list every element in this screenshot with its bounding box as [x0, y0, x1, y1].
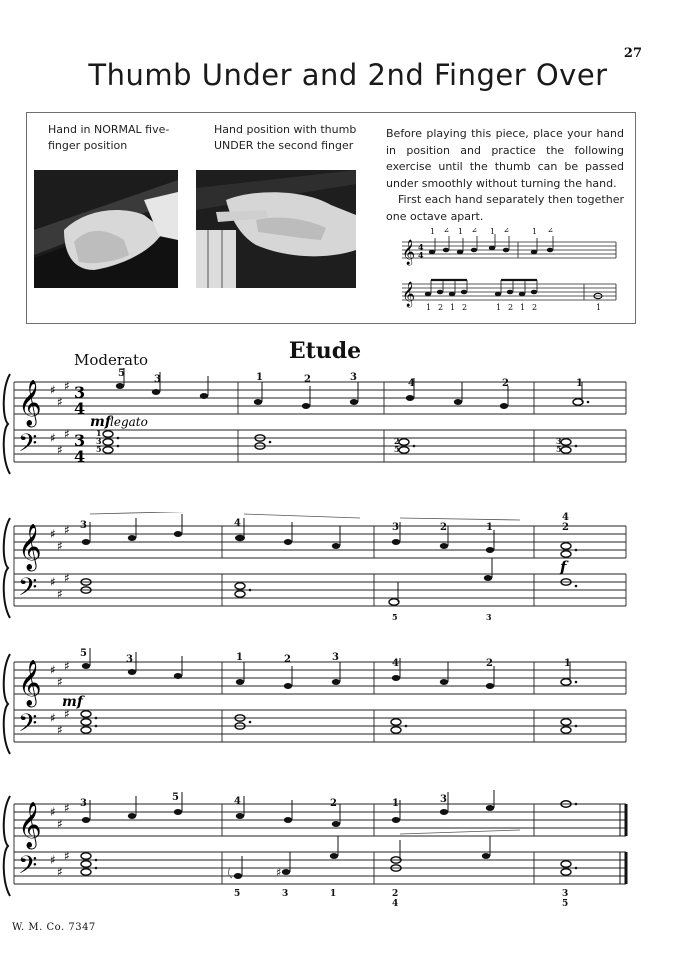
exercise-finger-bottom-7: 1 [520, 303, 526, 312]
s4-finger-t5: 1 [392, 798, 399, 809]
hand-thumb-under-photo [196, 170, 356, 288]
exercise-finger-bottom-5: 1 [496, 303, 502, 312]
svg-text:♯: ♯ [57, 395, 63, 409]
s4-finger-t1: 3 [80, 798, 87, 809]
svg-text:𝄞: 𝄞 [402, 282, 416, 307]
exercise-finger-top-6: 2 [504, 228, 510, 234]
hand-normal-photo [34, 170, 178, 288]
instructions-paragraph-2: First each hand separately then together one octave apart. [386, 193, 624, 223]
s4-finger-t2: 5 [172, 792, 179, 803]
photo-right-caption: Hand position with thumb UNDER the second finger [214, 123, 357, 152]
s4-finger-b2: 3 [282, 889, 289, 899]
s1-finger-t3: 1 [256, 372, 263, 383]
publisher-footer: W. M. Co. 7347 [12, 922, 96, 933]
svg-text:4: 4 [74, 399, 86, 418]
svg-text:𝄞: 𝄞 [18, 380, 42, 426]
s1-finger-b4: 2 [394, 436, 400, 446]
s2-finger-t1: 3 [80, 520, 87, 531]
s1-finger-b2: 3 [96, 436, 102, 446]
exercise-finger-top-3: 1 [458, 228, 464, 236]
exercise-finger-bottom-8: 2 [532, 303, 538, 312]
system-1 [0, 368, 696, 492]
svg-text:♯: ♯ [50, 527, 56, 541]
s3-finger-t4: 2 [284, 654, 291, 665]
svg-text:♯: ♯ [64, 523, 70, 537]
svg-text:♯: ♯ [50, 431, 56, 445]
svg-text:♯: ♯ [57, 539, 63, 553]
svg-text:𝄢: 𝄢 [18, 709, 38, 744]
svg-text:3: 3 [74, 383, 86, 402]
s4-finger-t3: 4 [234, 796, 241, 807]
exercise-finger-top-2: 2 [444, 228, 450, 234]
exercise-finger-top-8: 2 [548, 228, 554, 234]
svg-text:♯: ♯ [50, 575, 56, 589]
exercise-finger-top-5: 1 [490, 228, 496, 236]
exercise-finger-top-4: 2 [472, 228, 478, 234]
svg-text:♯: ♯ [64, 379, 70, 393]
system-4 [0, 790, 696, 918]
system-2 [0, 512, 696, 636]
exercise-finger-bottom-4: 2 [462, 303, 468, 312]
s3-finger-t3: 1 [236, 652, 243, 663]
tempo-marking: Moderato [74, 351, 149, 369]
svg-text:♯: ♯ [64, 707, 70, 721]
s1-finger-t4: 2 [304, 374, 311, 385]
svg-text:♯: ♯ [57, 675, 63, 689]
s4-finger-b5: 4 [392, 899, 399, 909]
s4-finger-b4: 2 [392, 889, 399, 899]
s3-finger-t6: 4 [392, 658, 399, 669]
exercise-finger-bottom-9: 1 [596, 303, 602, 312]
instructions [386, 126, 624, 225]
s1-finger-b5: 5 [394, 444, 400, 454]
s1-finger-b1: 1 [96, 428, 102, 438]
s3-finger-t1: 5 [80, 648, 87, 659]
svg-text:♯: ♯ [64, 801, 70, 815]
thumb-under-exercise [398, 228, 620, 316]
s1-finger-t1: 5 [118, 368, 125, 379]
s1-finger-b6: 3 [556, 436, 562, 446]
s1-dynamic: mf [90, 414, 111, 430]
svg-text:4: 4 [418, 242, 424, 252]
svg-text:♯: ♯ [50, 711, 56, 725]
svg-text:𝄢: 𝄢 [18, 573, 38, 608]
svg-text:𝄢: 𝄢 [18, 429, 38, 464]
svg-text:♯: ♯ [57, 865, 63, 879]
exercise-finger-bottom-6: 2 [508, 303, 514, 312]
svg-text:♯: ♯ [57, 587, 63, 601]
s1-finger-t5: 3 [350, 372, 357, 383]
svg-text:♯: ♯ [57, 817, 63, 831]
svg-text:3: 3 [74, 431, 86, 450]
s3-finger-t8: 1 [564, 658, 571, 669]
svg-text:𝄞: 𝄞 [402, 240, 416, 265]
s4-finger-t4: 2 [330, 798, 337, 809]
s2-finger-b2: 3 [486, 612, 492, 622]
s2-finger-t2: 4 [234, 518, 241, 529]
svg-text:♯: ♯ [50, 663, 56, 677]
s3-finger-t7: 2 [486, 658, 493, 669]
s4-finger-b6: 3 [562, 889, 569, 899]
s3-finger-t2: 3 [126, 654, 133, 665]
s3-finger-t5: 3 [332, 652, 339, 663]
svg-text:♯: ♯ [50, 805, 56, 819]
page-title: Thumb Under and 2nd Finger Over [88, 58, 608, 92]
exercise-finger-top-1: 1 [430, 228, 436, 236]
s4-finger-t6: 3 [440, 794, 447, 805]
photo-left-caption: Hand in NORMAL five-finger position [48, 123, 170, 152]
exercise-finger-bottom-3: 1 [450, 303, 456, 312]
svg-text:♯: ♯ [50, 853, 56, 867]
system-3 [0, 648, 696, 772]
svg-text:𝄞: 𝄞 [18, 660, 42, 706]
exercise-finger-top-7: 1 [532, 228, 538, 236]
svg-text:♯: ♯ [57, 723, 63, 737]
s2-finger-t7: 2 [562, 522, 569, 533]
s2-dynamic: f [560, 558, 567, 576]
s3-dynamic: mf [62, 694, 83, 710]
instructions-paragraph-1: Before playing this piece, place your hand in position and practice the following exercise until the thumb can be passed under smoothly without turning the hand. [386, 127, 624, 190]
svg-text:4: 4 [418, 250, 424, 260]
s1-finger-t2: 3 [154, 374, 161, 385]
s1-finger-t8: 1 [576, 378, 583, 389]
svg-text:♯: ♯ [64, 571, 70, 585]
s2-finger-b1: 5 [392, 612, 398, 622]
piece-title: Etude [288, 338, 362, 364]
s4-finger-b1: 5 [234, 889, 241, 899]
s2-finger-t5: 1 [486, 522, 493, 533]
svg-text:♯: ♯ [64, 849, 70, 863]
svg-text:𝄞: 𝄞 [18, 802, 42, 848]
svg-text:♯: ♯ [276, 866, 282, 879]
s2-finger-t4: 2 [440, 522, 447, 533]
svg-text:4: 4 [74, 447, 86, 466]
s1-articulation: legato [110, 415, 148, 429]
exercise-finger-bottom-1: 1 [426, 303, 432, 312]
svg-text:♯: ♯ [64, 427, 70, 441]
s1-finger-b3: 5 [96, 444, 102, 454]
s4-finger-b7: 5 [562, 899, 569, 909]
s4-finger-b3: 1 [330, 889, 337, 899]
svg-text:♯: ♯ [50, 383, 56, 397]
page-number: 27 [623, 46, 642, 61]
svg-text:𝄢: 𝄢 [18, 851, 38, 886]
s1-finger-b7: 5 [556, 444, 562, 454]
exercise-finger-bottom-2: 2 [438, 303, 444, 312]
svg-text:♯: ♯ [64, 659, 70, 673]
svg-text:♯: ♯ [57, 443, 63, 457]
s2-finger-t6: 4 [562, 512, 569, 523]
svg-text:𝄞: 𝄞 [18, 524, 42, 570]
s1-finger-t6: 4 [408, 378, 415, 389]
s1-finger-t7: 2 [502, 378, 509, 389]
s2-finger-t3: 3 [392, 522, 399, 533]
